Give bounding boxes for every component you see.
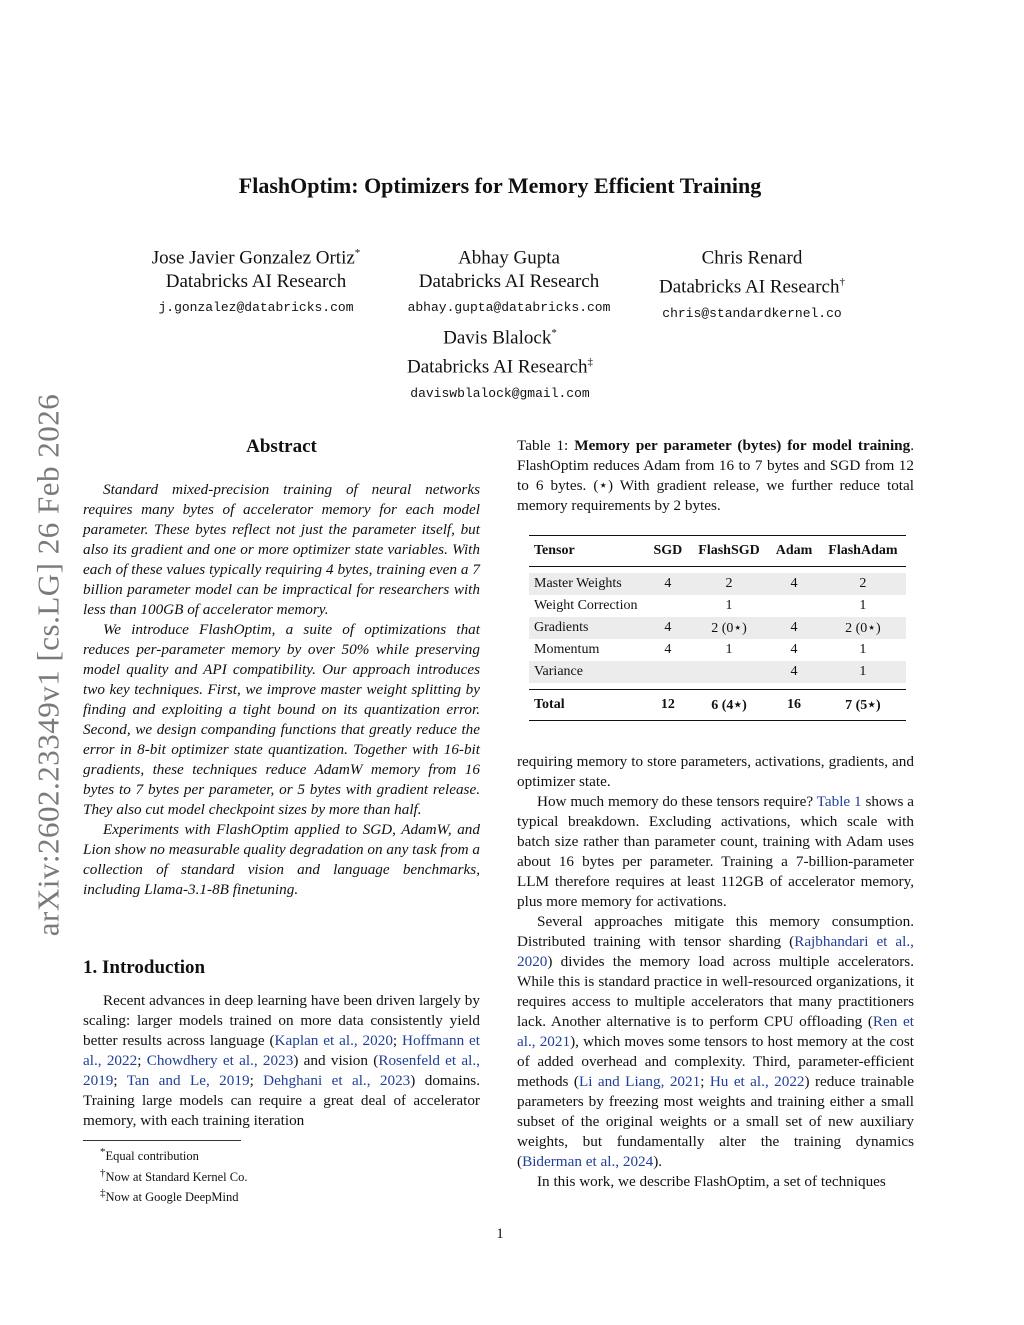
table-total-row <box>529 690 906 721</box>
table-cell: 4 <box>790 576 798 591</box>
table-header: Tensor <box>534 543 575 558</box>
introduction-body <box>83 991 480 1131</box>
table-cell: 1 <box>725 598 733 613</box>
table-cell: 1 <box>859 664 867 679</box>
abstract-paragraph: Experiments with FlashOptim applied to SGD, AdamW, and Lion show no measurable quality degradation on any task from a collection of standard vision and language benchmarks, including Llama-3.1-8B finetuning. <box>83 821 480 898</box>
table-row <box>529 617 906 639</box>
body-paragraph: Several approaches mitigate this memory consumption. Distributed training with tensor sharding (Rajbhandari et al., 2020) divides the memory load across multiple accelerators. While this is standard practice in well-resourced organizations, it requires access to multiple accelerators that many practitioners lack. Another alternative is to perform CPU offloading (Ren et al., 2021), which moves some tensors to host memory at the cost of added overhead and complexity. Third, parameter-efficient methods (Li and Liang, 2021; Hu et al., 2022) reduce trainable parameters by freezing most weights and training either a small subset of the original weights or a small set of new auxiliary weights, but fundamentally alter the training dynamics (Biderman et al., 2024). <box>517 913 915 1170</box>
table-cell: Weight Correction <box>534 598 638 613</box>
table-header: Adam <box>775 543 813 558</box>
author-name: Jose Javier Gonzalez Ortiz* <box>151 247 361 269</box>
table-cell: 6 (4⋆) <box>711 697 747 713</box>
table-cell: 16 <box>787 697 802 712</box>
footnote: †Now at Standard Kernel Co. <box>100 1166 248 1184</box>
paper-title: FlashOptim: Optimizers for Memory Efficient Training <box>238 173 762 198</box>
table-cell: 1 <box>859 642 867 657</box>
arxiv-sidebar <box>30 375 66 955</box>
citation-link[interactable]: Li and Liang, 2021 <box>578 1073 701 1090</box>
table-caption: Table 1: Memory per parameter (bytes) for model training. FlashOptim reduces Adam from 16 to 7 bytes and SGD from 12 to 6 bytes. (⋆) With gradient release, we further reduce total memory requirements by 2 bytes. <box>517 437 915 514</box>
body-paragraph: requiring memory to store parameters, activations, gradients, and optimizer state. <box>517 753 914 790</box>
table-cell: 2 (0⋆) <box>711 620 747 636</box>
table-cell: 2 <box>859 576 867 591</box>
table-cell: Master Weights <box>534 576 622 591</box>
footnotes <box>100 1144 247 1206</box>
table-header: FlashSGD <box>698 543 760 558</box>
table-cell <box>690 661 767 683</box>
abstract-heading: Abstract <box>246 436 317 457</box>
table-cell: 4 <box>664 576 672 591</box>
table-cell: 4 <box>790 620 798 635</box>
table-cell: 2 (0⋆) <box>845 620 881 636</box>
author-email[interactable]: j.gonzalez@databricks.com <box>158 300 354 316</box>
table-cell: 4 <box>664 620 672 635</box>
table-cell: 1 <box>859 598 867 613</box>
author-affiliation: Databricks AI Research‡ <box>407 356 593 378</box>
table-row <box>529 661 906 683</box>
section-heading-introduction: 1. Introduction <box>83 957 206 978</box>
author-email[interactable]: abhay.gupta@databricks.com <box>407 300 611 316</box>
page-number: 1 <box>496 1226 504 1242</box>
citation-link[interactable]: Tan and Le, 2019 <box>126 1072 250 1089</box>
author-block <box>350 321 650 405</box>
table-cell: 12 <box>660 697 675 712</box>
author-email[interactable]: chris@standardkernel.co <box>662 305 842 321</box>
citation-link[interactable]: Dehghani et al., 2023 <box>263 1072 411 1089</box>
table-cell: Total <box>534 697 565 712</box>
abstract-paragraph: We introduce FlashOptim, a suite of optimizations that reduces per-parameter memory by over 50% while preserving model quality and API compatibility. Our approach introduces two key techniques. First, we improve master weight splitting by finding and exploiting a tight bound on its quantization error. Second, we design companding functions that greatly reduce the error in 8-bit optimizer state quantization. Together with 16-bit gradients, these techniques reduce AdamW memory from 16 bytes to 7 bytes per parameter, or 5 bytes with gradient release. They also cut model checkpoint sizes by more than half. <box>83 621 480 818</box>
abstract-body <box>83 480 480 900</box>
memory-table <box>529 535 906 721</box>
table-cell: 7 (5⋆) <box>845 697 881 713</box>
author-name: Abhay Gupta <box>458 247 560 269</box>
body-paragraph: In this work, we describe FlashOptim, a set of techniques <box>537 1173 886 1190</box>
arxiv-identifier: arXiv:2602.23349v1 [cs.LG] 26 Feb 2026 <box>30 393 65 937</box>
table-cell: 2 <box>725 576 733 591</box>
table-reference-link[interactable]: Table 1 <box>816 793 862 810</box>
table-header-row <box>529 536 906 567</box>
footnote: *Equal contribution <box>100 1146 199 1164</box>
table-row <box>529 595 906 617</box>
table-header: FlashAdam <box>828 543 898 558</box>
author-email[interactable]: daviswblalock@gmail.com <box>410 385 590 401</box>
author-name: Chris Renard <box>701 247 803 269</box>
body-paragraph: How much memory do these tensors require? Table 1 shows a typical breakdown. Excluding activations, which scale with batch size rather than parameter count, training with Adam uses about 16 bytes per parameter. Training a 7-billion-parameter LLM therefore requires at least 112GB of accelerator memory, plus more memory for activations. <box>517 793 915 910</box>
table-header: SGD <box>653 543 683 558</box>
table-cell: 4 <box>790 642 798 657</box>
intro-paragraph: Recent advances in deep learning have been driven largely by scaling: larger models trained on more data consistently yield better results across language (Kaplan et al., 2020; Hoffmann et al., 2022; Chowdhery et al., 2023) and vision (Rosenfeld et al., 2019; Tan and Le, 2019; Dehghani et al., 2023) domains. Training large models can require a great deal of accelerator memory, with each training iteration <box>83 992 480 1129</box>
citation-link[interactable]: Ren et al., 2021 <box>517 1013 914 1050</box>
table-cell: 4 <box>790 664 798 679</box>
footnote-divider <box>83 1140 241 1141</box>
table-cell: Gradients <box>534 620 589 635</box>
author-block <box>602 241 902 325</box>
author-affiliation: Databricks AI Research <box>418 271 600 293</box>
citation-link[interactable]: Rajbhandari et al., 2020 <box>517 933 914 970</box>
footnote: ‡Now at Google DeepMind <box>100 1187 239 1205</box>
introduction-body-continued <box>517 752 914 1192</box>
table-row <box>529 573 906 595</box>
abstract-paragraph: Standard mixed-precision training of neural networks requires many bytes of accelerator memory for each model parameter. These bytes reflect not just the parameter itself, but also its gradient and one or more optimizer state variables. With each of these values typically requiring 4 bytes, training even a 7 billion parameter model can be impractical for researchers with less than 100GB of accelerator memory. <box>83 481 480 618</box>
table-cell <box>768 595 821 617</box>
citation-link[interactable]: Hu et al., 2022 <box>709 1073 805 1090</box>
author-affiliation: Databricks AI Research† <box>659 276 845 298</box>
table-cell: 4 <box>664 642 672 657</box>
table-cell: 1 <box>725 642 733 657</box>
citation-link[interactable]: Biderman et al., 2024 <box>522 1153 654 1170</box>
citation-link[interactable]: Kaplan et al., 2020 <box>274 1032 393 1049</box>
citation-link[interactable]: Rosenfeld et al., 2019 <box>83 1052 480 1089</box>
author-name: Davis Blalock* <box>443 327 557 349</box>
table-row <box>529 639 906 661</box>
table-cell <box>645 661 690 683</box>
table-cell: Momentum <box>534 642 600 657</box>
citation-link[interactable]: Hoffmann et al., 2022 <box>83 1032 480 1069</box>
citation-link[interactable]: Chowdhery et al., 2023 <box>146 1052 294 1069</box>
table-cell <box>645 595 690 617</box>
table-cell: Variance <box>534 664 583 679</box>
author-affiliation: Databricks AI Research <box>165 271 347 293</box>
